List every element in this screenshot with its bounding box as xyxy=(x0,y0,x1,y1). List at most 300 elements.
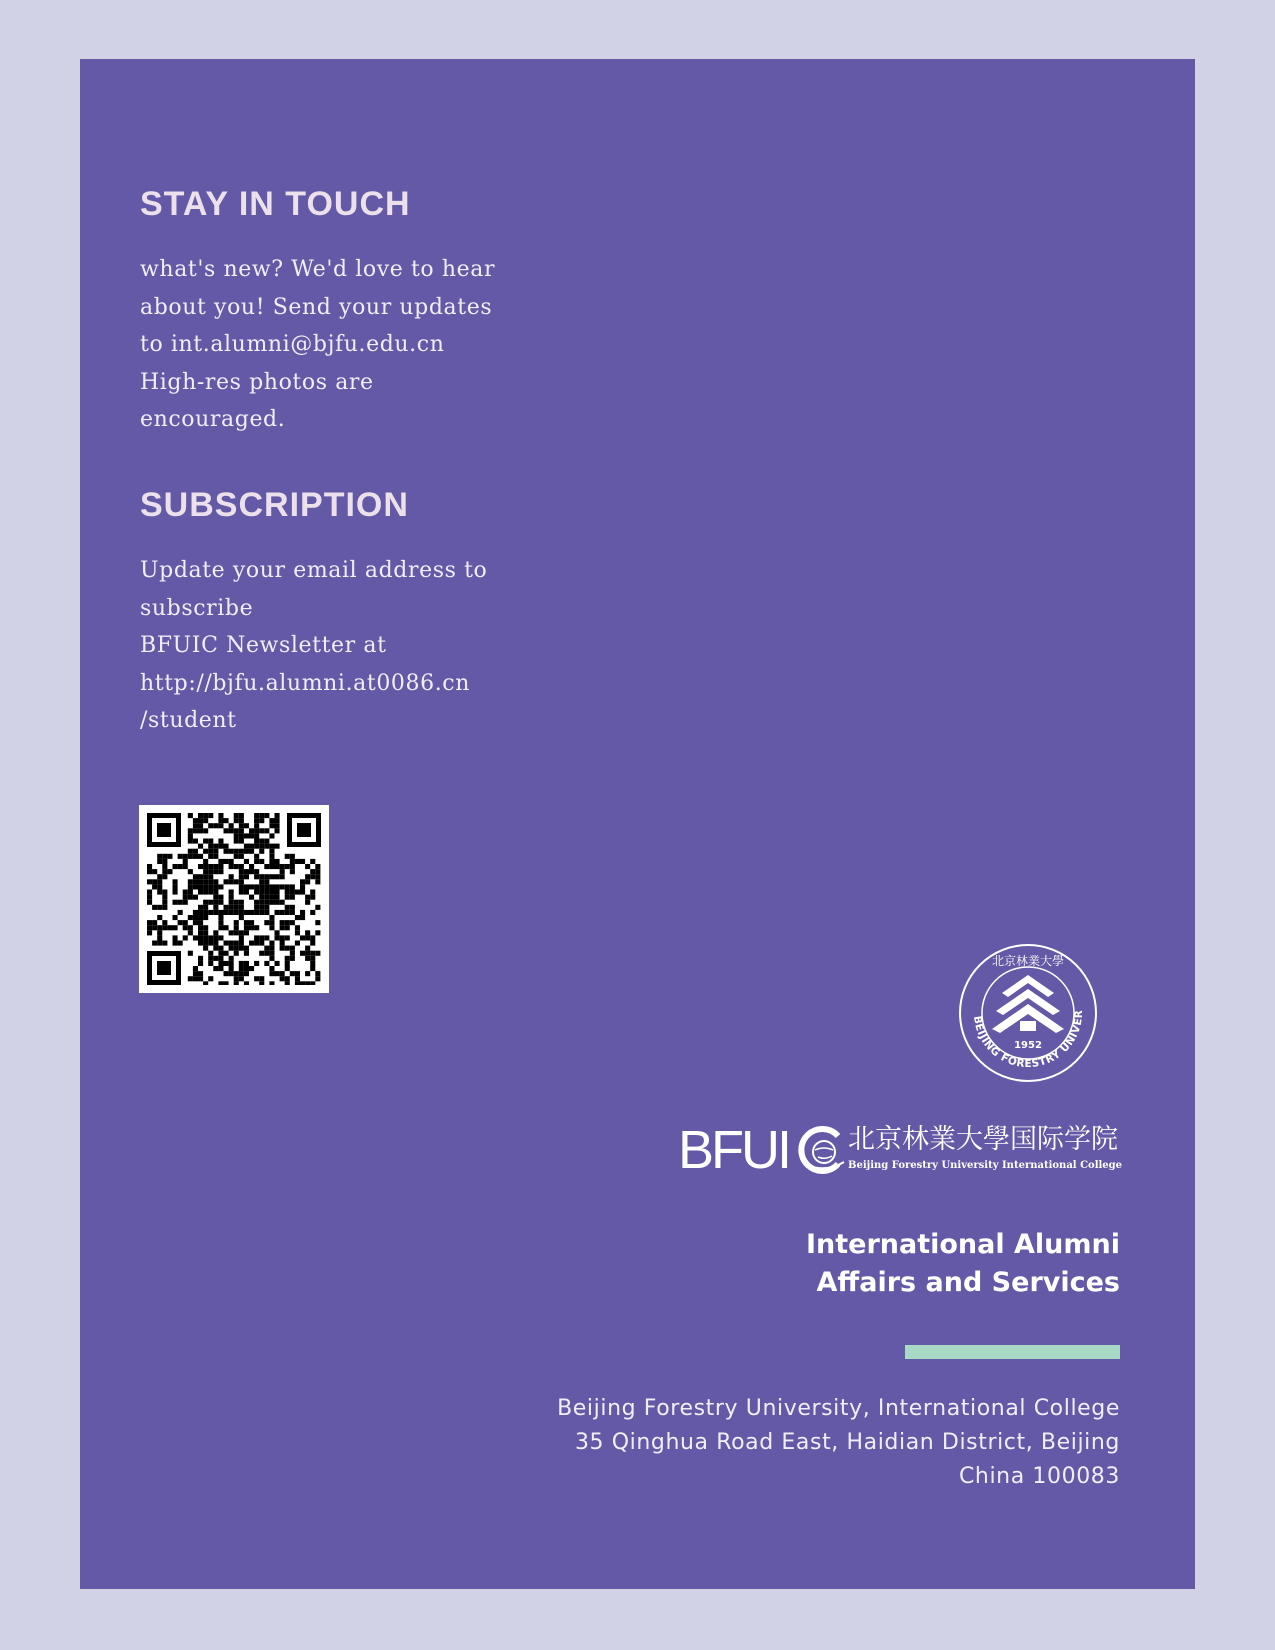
qr-module xyxy=(315,864,320,869)
qr-module xyxy=(249,864,254,869)
qr-module xyxy=(157,890,162,895)
qr-module xyxy=(295,859,300,864)
qr-module xyxy=(208,900,213,905)
qr-module xyxy=(290,971,295,976)
qr-module xyxy=(218,869,223,874)
qr-module xyxy=(310,910,315,915)
qr-module xyxy=(254,818,259,823)
qr-module xyxy=(254,900,259,905)
qr-module xyxy=(239,941,244,946)
qr-module xyxy=(310,890,315,895)
qr-module xyxy=(198,915,203,920)
qr-module xyxy=(239,839,244,844)
qr-module xyxy=(280,941,285,946)
qr-module xyxy=(275,900,280,905)
qr-module xyxy=(229,828,234,833)
qr-module xyxy=(305,935,310,940)
qr-module xyxy=(213,854,218,859)
qr-module xyxy=(275,844,280,849)
qr-module xyxy=(229,823,234,828)
qr-module xyxy=(193,854,198,859)
qr-module xyxy=(147,930,152,935)
qr-module xyxy=(157,930,162,935)
qr-module xyxy=(203,981,208,985)
qr-module xyxy=(254,976,259,981)
qr-module xyxy=(229,941,234,946)
qr-module xyxy=(183,935,188,940)
qr-module xyxy=(244,869,249,874)
qr-module xyxy=(234,905,239,910)
qr-module xyxy=(224,844,229,849)
accent-divider xyxy=(905,1345,1120,1359)
qr-module xyxy=(198,925,203,930)
qr-module xyxy=(218,956,223,961)
qr-module xyxy=(193,818,198,823)
qr-module xyxy=(275,884,280,889)
qr-module xyxy=(269,920,274,925)
qr-module xyxy=(295,925,300,930)
qr-module xyxy=(239,890,244,895)
qr-module xyxy=(280,971,285,976)
qr-module xyxy=(208,869,213,874)
qr-module xyxy=(224,925,229,930)
qr-module xyxy=(244,961,249,966)
qr-module xyxy=(157,874,162,879)
qr-module xyxy=(259,884,264,889)
qr-module xyxy=(264,874,269,879)
qr-module xyxy=(239,869,244,874)
subscription-url-line: http://bjfu.alumni.at0086.cn xyxy=(140,670,470,696)
stay-in-touch-line: encouraged. xyxy=(140,407,286,432)
qr-module xyxy=(285,864,290,869)
qr-module xyxy=(239,818,244,823)
pagoda-seal-icon xyxy=(958,943,1098,1083)
qr-module xyxy=(239,910,244,915)
qr-module xyxy=(239,900,244,905)
qr-module xyxy=(264,946,269,951)
qr-module xyxy=(203,859,208,864)
qr-module xyxy=(193,879,198,884)
qr-module xyxy=(239,976,244,981)
qr-module xyxy=(234,941,239,946)
qr-module xyxy=(213,869,218,874)
qr-module xyxy=(259,844,264,849)
qr-module xyxy=(249,920,254,925)
qr-module xyxy=(269,895,274,900)
qr-module xyxy=(208,956,213,961)
qr-module xyxy=(290,951,295,956)
qr-module xyxy=(167,869,172,874)
qr-module xyxy=(218,884,223,889)
qr-module xyxy=(275,828,280,833)
qr-module xyxy=(203,900,208,905)
qr-module xyxy=(259,900,264,905)
qr-module xyxy=(295,941,300,946)
qr-module xyxy=(152,925,157,930)
qr-module xyxy=(173,941,178,946)
qr-module xyxy=(224,971,229,976)
qr-module xyxy=(234,900,239,905)
qr-module xyxy=(269,925,274,930)
qr-module xyxy=(249,849,254,854)
qr-module xyxy=(208,823,213,828)
qr-module xyxy=(300,859,305,864)
qr-module xyxy=(280,864,285,869)
qr-module xyxy=(162,890,167,895)
qr-module xyxy=(275,961,280,966)
qr-module xyxy=(259,890,264,895)
qr-module xyxy=(290,869,295,874)
qr-module xyxy=(203,818,208,823)
qr-module xyxy=(249,966,254,971)
seal-top-text: 北京林業大學 xyxy=(991,954,1065,968)
qr-module xyxy=(193,971,198,976)
qr-module xyxy=(198,976,203,981)
qr-module xyxy=(310,961,315,966)
qr-module xyxy=(198,844,203,849)
qr-module xyxy=(264,864,269,869)
qr-module xyxy=(249,884,254,889)
qr-module xyxy=(315,879,320,884)
qr-module xyxy=(295,976,300,981)
qr-module xyxy=(249,925,254,930)
qr-module xyxy=(269,946,274,951)
qr-module xyxy=(157,854,162,859)
qr-module xyxy=(178,910,183,915)
qr-module xyxy=(244,946,249,951)
qr-module xyxy=(183,920,188,925)
qr-module xyxy=(300,910,305,915)
qr-module xyxy=(300,890,305,895)
qr-module xyxy=(162,864,167,869)
qr-module xyxy=(213,941,218,946)
qr-module xyxy=(167,925,172,930)
logo-english-name: Beijing Forestry University International College xyxy=(848,1160,1123,1171)
qr-module xyxy=(285,966,290,971)
qr-module xyxy=(244,849,249,854)
qr-module xyxy=(269,849,274,854)
qr-module xyxy=(188,915,193,920)
qr-module xyxy=(254,925,259,930)
qr-module xyxy=(275,910,280,915)
qr-module xyxy=(234,910,239,915)
qr-module xyxy=(213,966,218,971)
qr-module xyxy=(254,890,259,895)
qr-module xyxy=(147,895,152,900)
qr-module xyxy=(264,905,269,910)
qr-module xyxy=(218,961,223,966)
qr-module xyxy=(229,890,234,895)
qr-module xyxy=(188,895,193,900)
qr-module xyxy=(147,920,152,925)
qr-module xyxy=(264,813,269,818)
qr-module xyxy=(162,925,167,930)
qr-module xyxy=(254,859,259,864)
qr-module xyxy=(259,839,264,844)
qr-module xyxy=(239,935,244,940)
qr-module xyxy=(239,930,244,935)
qr-module xyxy=(198,890,203,895)
qr-module xyxy=(259,818,264,823)
qr-module xyxy=(239,915,244,920)
qr-module xyxy=(249,844,254,849)
globe-c-icon xyxy=(798,1126,846,1174)
qr-module xyxy=(208,879,213,884)
qr-module xyxy=(234,813,239,818)
qr-module xyxy=(305,956,310,961)
qr-module xyxy=(305,879,310,884)
qr-module xyxy=(162,905,167,910)
qr-module xyxy=(203,941,208,946)
qr-module xyxy=(157,941,162,946)
qr-module xyxy=(269,833,274,838)
qr-module xyxy=(239,833,244,838)
qr-module xyxy=(234,818,239,823)
qr-module xyxy=(234,920,239,925)
qr-module xyxy=(280,874,285,879)
qr-module xyxy=(203,813,208,818)
qr-module xyxy=(280,946,285,951)
qr-module xyxy=(269,874,274,879)
qr-module xyxy=(193,895,198,900)
qr-module xyxy=(269,890,274,895)
qr-module xyxy=(259,935,264,940)
qr-module xyxy=(152,941,157,946)
qr-module xyxy=(208,874,213,879)
qr-module xyxy=(315,930,320,935)
qr-module xyxy=(224,951,229,956)
qr-module xyxy=(193,849,198,854)
office-name-line: International Alumni xyxy=(805,1229,1120,1260)
qr-module xyxy=(269,915,274,920)
back-cover-panel xyxy=(80,59,1195,1589)
qr-module xyxy=(280,920,285,925)
qr-module xyxy=(152,869,157,874)
qr-module xyxy=(203,935,208,940)
qr-module xyxy=(285,905,290,910)
qr-module xyxy=(203,915,208,920)
qr-module xyxy=(183,895,188,900)
qr-module xyxy=(234,879,239,884)
qr-module xyxy=(218,925,223,930)
qr-module xyxy=(285,920,290,925)
qr-module xyxy=(218,895,223,900)
qr-module xyxy=(218,946,223,951)
qr-module xyxy=(285,935,290,940)
qr-module xyxy=(254,910,259,915)
qr-module xyxy=(203,925,208,930)
qr-module xyxy=(244,930,249,935)
qr-module xyxy=(147,900,152,905)
qr-module xyxy=(203,869,208,874)
qr-module xyxy=(254,935,259,940)
qr-module xyxy=(249,941,254,946)
qr-module xyxy=(275,813,280,818)
qr-module xyxy=(229,859,234,864)
qr-module xyxy=(173,915,178,920)
qr-module xyxy=(213,879,218,884)
qr-module xyxy=(218,844,223,849)
qr-module xyxy=(178,920,183,925)
qr-module xyxy=(224,859,229,864)
qr-module xyxy=(295,981,300,985)
qr-module xyxy=(264,890,269,895)
qr-module xyxy=(285,946,290,951)
postal-address xyxy=(557,1392,1120,1494)
logo-wordmark: BFUI xyxy=(678,1120,790,1180)
qr-module xyxy=(264,895,269,900)
qr-module xyxy=(203,946,208,951)
qr-module xyxy=(264,844,269,849)
qr-module xyxy=(152,884,157,889)
qr-module xyxy=(213,890,218,895)
qr-module xyxy=(203,828,208,833)
qr-module xyxy=(198,828,203,833)
qr-module xyxy=(315,920,320,925)
qr-module xyxy=(229,864,234,869)
subscription-line: subscribe xyxy=(140,595,254,621)
qr-module xyxy=(193,828,198,833)
qr-module xyxy=(218,859,223,864)
qr-module xyxy=(295,930,300,935)
qr-module xyxy=(275,823,280,828)
qr-module xyxy=(310,966,315,971)
qr-module xyxy=(152,920,157,925)
qr-module xyxy=(280,935,285,940)
qr-module xyxy=(213,935,218,940)
qr-module xyxy=(218,920,223,925)
stay-in-touch-line: about you! Send your updates xyxy=(140,294,493,320)
qr-module xyxy=(310,935,315,940)
qr-module xyxy=(264,961,269,966)
qr-module xyxy=(285,854,290,859)
qr-module xyxy=(264,935,269,940)
qr-module xyxy=(208,844,213,849)
seal-ring-text: BEIJING FORESTRY UNIVER xyxy=(970,1009,1086,1071)
qr-module xyxy=(218,818,223,823)
qr-module xyxy=(157,915,162,920)
qr-module xyxy=(290,890,295,895)
qr-module xyxy=(244,925,249,930)
qr-module xyxy=(193,839,198,844)
qr-module xyxy=(234,833,239,838)
qr-module xyxy=(198,920,203,925)
qr-module xyxy=(157,879,162,884)
qr-module xyxy=(203,849,208,854)
qr-module xyxy=(208,976,213,981)
qr-module xyxy=(218,951,223,956)
qr-module xyxy=(300,879,305,884)
qr-module xyxy=(183,890,188,895)
qr-module xyxy=(264,879,269,884)
qr-module xyxy=(162,859,167,864)
qr-module xyxy=(208,849,213,854)
qr-module xyxy=(239,884,244,889)
address-line: Beijing Forestry University, International College xyxy=(557,1396,1120,1421)
qr-module xyxy=(234,828,239,833)
university-seal xyxy=(958,943,1098,1083)
qr-module xyxy=(300,951,305,956)
qr-module xyxy=(259,879,264,884)
qr-module xyxy=(269,941,274,946)
qr-module xyxy=(183,854,188,859)
qr-module xyxy=(249,895,254,900)
qr-module xyxy=(239,828,244,833)
qr-module xyxy=(269,823,274,828)
qr-module xyxy=(315,905,320,910)
qr-module xyxy=(198,971,203,976)
qr-module xyxy=(173,925,178,930)
office-name xyxy=(806,1226,1120,1302)
qr-module xyxy=(285,925,290,930)
qr-module xyxy=(269,951,274,956)
qr-module xyxy=(198,818,203,823)
qr-module xyxy=(285,961,290,966)
qr-module xyxy=(173,935,178,940)
qr-module xyxy=(244,859,249,864)
qr-module xyxy=(254,905,259,910)
qr-module xyxy=(224,981,229,985)
qr-module xyxy=(239,879,244,884)
qr-module xyxy=(264,920,269,925)
qr-module xyxy=(218,900,223,905)
qr-module xyxy=(269,844,274,849)
qr-module xyxy=(224,828,229,833)
subscription-heading: SUBSCRIPTION xyxy=(140,486,409,524)
qr-module xyxy=(198,813,203,818)
qr-module xyxy=(239,849,244,854)
qr-module xyxy=(188,930,193,935)
qr-module xyxy=(239,971,244,976)
stay-in-touch-line: High-res photos are xyxy=(140,369,374,395)
qr-module xyxy=(259,941,264,946)
qr-module xyxy=(218,935,223,940)
qr-module xyxy=(203,864,208,869)
qr-module xyxy=(157,905,162,910)
qr-module xyxy=(224,910,229,915)
qr-module xyxy=(213,905,218,910)
qr-module xyxy=(290,910,295,915)
qr-module xyxy=(244,966,249,971)
qr-module xyxy=(259,859,264,864)
qr-module xyxy=(188,925,193,930)
qr-module xyxy=(264,951,269,956)
qr-module xyxy=(259,951,264,956)
qr-module xyxy=(157,884,162,889)
alumni-email-line: to int.alumni@bjfu.edu.cn xyxy=(140,332,445,357)
qr-module xyxy=(213,946,218,951)
seal-year: 1952 xyxy=(1014,1040,1042,1051)
qr-module xyxy=(285,956,290,961)
qr-module xyxy=(290,859,295,864)
qr-module xyxy=(213,895,218,900)
qr-module xyxy=(280,976,285,981)
qr-module xyxy=(239,874,244,879)
qr-module xyxy=(305,874,310,879)
qr-module xyxy=(229,895,234,900)
qr-module xyxy=(254,869,259,874)
qr-module xyxy=(224,941,229,946)
qr-module xyxy=(239,813,244,818)
qr-module xyxy=(188,951,193,956)
qr-module xyxy=(290,864,295,869)
qr-module xyxy=(269,859,274,864)
qr-module xyxy=(198,930,203,935)
qr-module xyxy=(239,966,244,971)
qr-module xyxy=(218,839,223,844)
qr-module xyxy=(244,890,249,895)
qr-module xyxy=(213,884,218,889)
